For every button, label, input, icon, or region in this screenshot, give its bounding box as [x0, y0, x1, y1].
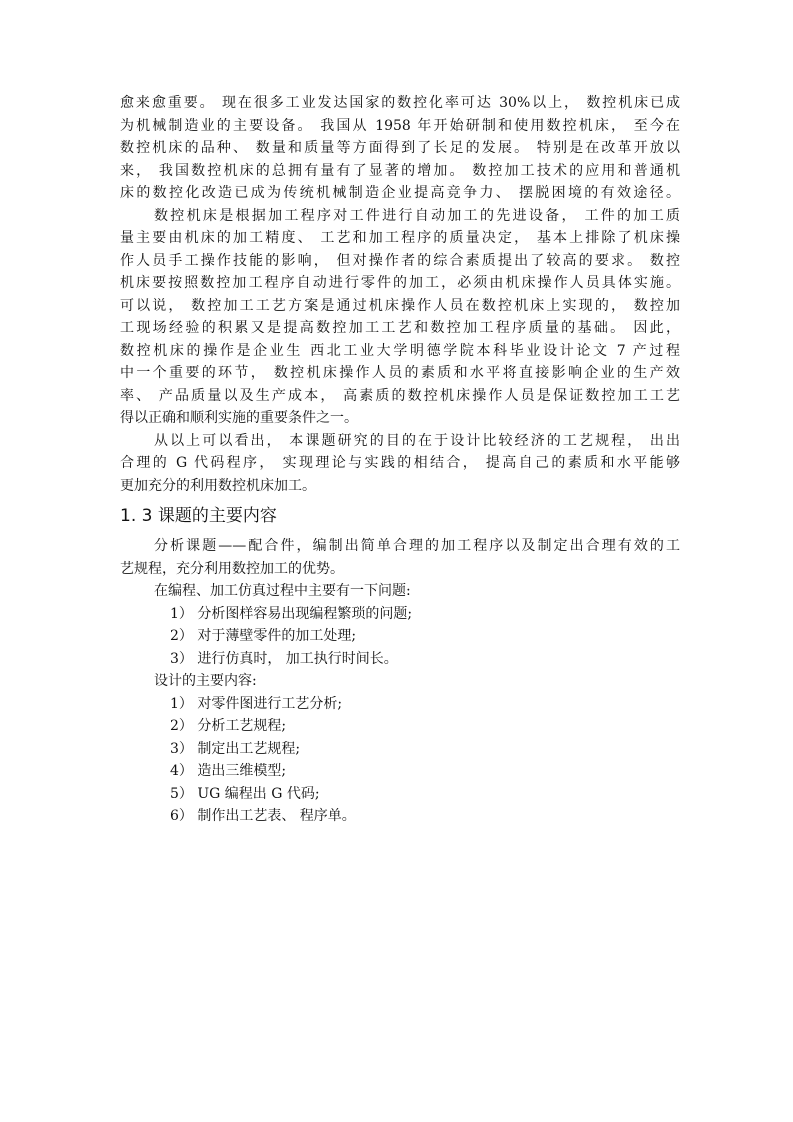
- paragraph-2: [120, 205, 680, 430]
- text-line: 数控机床是根据加工程序对工件进行自动加工的先进设备， 工件的加工质: [154, 207, 680, 224]
- list-item: 1） 对零件图进行工艺分析;: [170, 695, 343, 712]
- problems-title: 在编程、加工仿真过程中主要有一下问题:: [154, 583, 411, 599]
- text-line: 合理的 G 代码程序， 实现理论与实践的相结合， 提高自己的素质和水平能够: [120, 455, 680, 471]
- problems-list: [120, 603, 680, 671]
- text-line: 中一个重要的环节， 数控机床操作人员的素质和水平将直接影响企业的生产效: [120, 365, 680, 381]
- text-line: 数控机床的品种、 数量和质量等方面得到了长足的发展。 特别是在改革开放以: [120, 140, 680, 156]
- list-item: 2） 分析工艺规程;: [170, 718, 287, 734]
- text-line: 工现场经验的积累又是提高数控加工工艺和数控加工程序质量的基础。 因此，: [120, 320, 680, 336]
- content-title: 设计的主要内容:: [154, 673, 257, 689]
- document-page: [120, 92, 680, 828]
- text-line: 得以正确和顺利实施的重要条件之一。: [120, 410, 358, 426]
- text-line: 可以说， 数控加工工艺方案是通过机床操作人员在数控机床上实现的， 数控加: [120, 297, 680, 314]
- list-item: 1） 分析图样容易出现编程繁琐的问题;: [170, 605, 413, 622]
- list-item: 5） UG 编程出 G 代码;: [170, 785, 320, 802]
- text-line: 数控机床的操作是企业生 西北工业大学明德学院本科毕业设计论文 7 产过程: [120, 342, 680, 359]
- text-line: 作人员手工操作技能的影响， 但对操作者的综合素质提出了较高的要求。 数控: [120, 252, 680, 269]
- text-line: 更加充分的利用数控机床加工。: [120, 477, 316, 494]
- text-line: 床的数控化改造已成为传统机械制造企业提高竞争力、 摆脱困境的有效途径。: [120, 185, 680, 201]
- list-item: 6） 制作出工艺表、 程序单。: [170, 808, 356, 824]
- section-heading: 1. 3 课题的主要内容: [120, 506, 277, 526]
- text-line: 为机械制造业的主要设备。 我国从 1958 年开始研制和使用数控机床， 至今在: [120, 117, 680, 134]
- list-item: 3） 进行仿真时， 加工执行时间长。: [170, 650, 398, 667]
- list-item: 3） 制定出工艺规程;: [170, 740, 301, 757]
- text-line: 愈来愈重要。 现在很多工业发达国家的数控化率可达 30%以上， 数控机床已成: [120, 95, 680, 111]
- text-line: 艺规程，充分利用数控加工的优势。: [120, 560, 344, 577]
- list-item: 2） 对于薄壁零件的加工处理;: [170, 628, 357, 644]
- text-line: 机床要按照数控加工程序自动进行零件的加工，必须由机床操作人员具体实施。: [120, 275, 680, 291]
- text-line: 从以上可以看出， 本课题研究的目的在于设计比较经济的工艺规程， 出出: [154, 432, 680, 449]
- section-intro: [120, 535, 680, 580]
- list-item: 4） 造出三维模型;: [170, 763, 287, 779]
- text-line: 来， 我国数控机床的总拥有量有了显著的增加。 数控加工技术的应用和普通机: [120, 162, 680, 179]
- content-list: [120, 693, 680, 828]
- text-line: 分析课题——配合件，编制出简单合理的加工程序以及制定出合理有效的工: [154, 538, 680, 554]
- paragraph-3: [120, 430, 680, 498]
- text-line: 量主要由机床的加工精度、 工艺和加工程序的质量决定， 基本上排除了机床操: [120, 230, 680, 246]
- paragraph-1: [120, 92, 680, 205]
- text-line: 率、 产品质量以及生产成本， 高素质的数控机床操作人员是保证数控加工工艺: [120, 387, 680, 404]
